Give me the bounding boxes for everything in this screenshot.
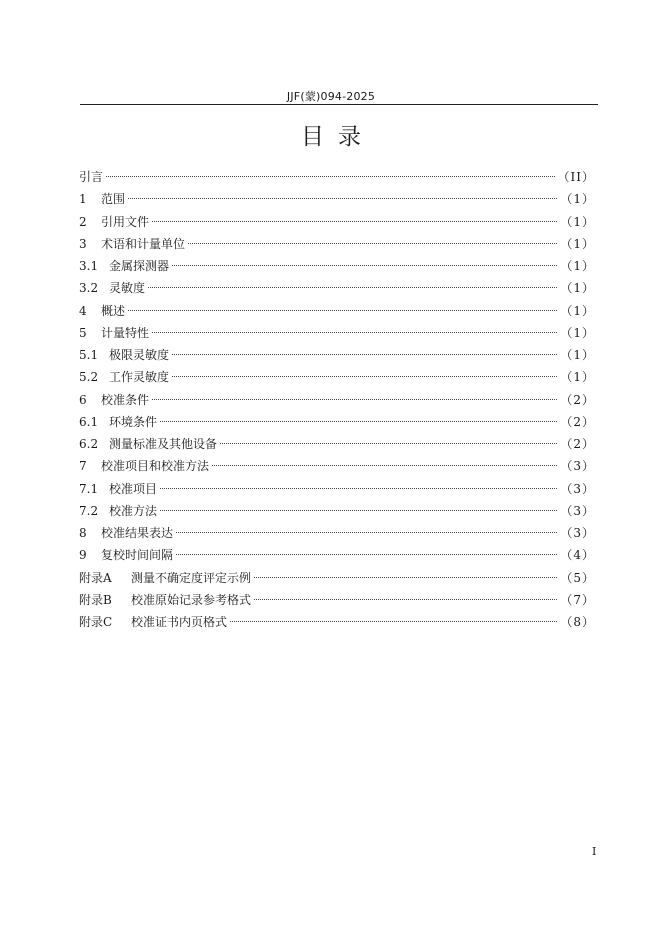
header-rule — [80, 104, 598, 105]
toc-entry-title: 测量标准及其他设备 — [109, 437, 218, 451]
toc-leader-dots — [172, 265, 557, 266]
toc-entry[interactable] — [79, 411, 595, 433]
toc-entry-title: 校准项目 — [109, 481, 158, 496]
toc-entry-title: 极限灵敏度 — [109, 348, 170, 362]
toc-leader-dots — [176, 532, 557, 533]
toc-entry-page: （4） — [560, 548, 595, 563]
toc-leader-dots — [254, 599, 557, 600]
toc-entry-title: 引言 — [79, 170, 104, 184]
toc-entry-page: （1） — [560, 303, 595, 318]
toc-entry[interactable] — [79, 300, 595, 322]
toc-entry-number: 3.2 — [79, 281, 99, 296]
toc-entry-title: 术语和计量单位 — [101, 236, 186, 251]
toc-entry-number: 3.1 — [79, 259, 99, 273]
page-number: I — [592, 845, 597, 858]
table-of-contents — [79, 166, 595, 633]
toc-entry-title: 校准方法 — [109, 503, 158, 518]
toc-entry[interactable] — [79, 233, 595, 255]
toc-entry-title: 校准项目和校准方法 — [101, 459, 210, 474]
toc-leader-dots — [220, 443, 557, 444]
toc-entry[interactable] — [79, 611, 595, 633]
toc-leader-dots — [254, 577, 557, 578]
toc-entry-page: （3） — [560, 526, 595, 540]
toc-entry-number: 7.1 — [79, 481, 99, 496]
toc-entry-number: 7.2 — [79, 503, 99, 518]
toc-entry-title: 金属探测器 — [109, 259, 170, 273]
toc-leader-dots — [152, 221, 557, 222]
toc-entry-page: （3） — [560, 481, 595, 496]
toc-entry-page: （7） — [560, 592, 595, 607]
toc-entry-page: （2） — [560, 414, 595, 429]
toc-entry[interactable] — [79, 500, 595, 522]
toc-leader-dots — [176, 554, 557, 555]
toc-leader-dots — [128, 310, 557, 311]
toc-leader-dots — [172, 354, 557, 355]
toc-entry[interactable] — [79, 255, 595, 277]
document-code: JJF(蒙)094-2025 — [286, 90, 376, 103]
toc-entry-number: 9 — [79, 548, 87, 563]
toc-leader-dots — [172, 376, 557, 377]
toc-entry-title: 校准条件 — [101, 392, 150, 407]
toc-entry[interactable] — [79, 322, 595, 344]
toc-leader-dots — [106, 176, 555, 177]
toc-entry[interactable] — [79, 389, 595, 411]
toc-entry-page: （3） — [560, 459, 595, 474]
toc-entry[interactable] — [79, 211, 595, 233]
toc-leader-dots — [148, 287, 557, 288]
toc-entry-title: 校准证书内页格式 — [131, 615, 228, 629]
toc-entry-number: 6 — [79, 392, 87, 407]
toc-entry-page: （5） — [560, 570, 595, 585]
toc-leader-dots — [188, 243, 557, 244]
toc-entry-number: 3 — [79, 236, 87, 251]
toc-leader-dots — [160, 510, 557, 511]
toc-entry-number: 附录B — [79, 592, 112, 607]
toc-entry-page: （1） — [560, 259, 595, 273]
toc-entry-number: 6.2 — [79, 437, 99, 451]
toc-entry-title: 校准结果表达 — [101, 526, 174, 540]
toc-entry[interactable] — [79, 522, 595, 544]
toc-entry[interactable] — [79, 478, 595, 500]
toc-entry-number: 1 — [79, 192, 87, 207]
toc-entry-number: 附录C — [79, 615, 113, 629]
toc-leader-dots — [230, 621, 557, 622]
toc-entry-page: （1） — [560, 214, 595, 229]
toc-entry-page: （1） — [560, 325, 595, 340]
toc-entry-page: （1） — [560, 192, 595, 207]
toc-entry-number: 4 — [79, 303, 87, 318]
toc-entry-title: 测量不确定度评定示例 — [131, 570, 252, 585]
toc-entry-page: （II） — [557, 170, 595, 184]
toc-entry-number: 7 — [79, 459, 87, 474]
toc-entry[interactable] — [79, 188, 595, 210]
toc-entry[interactable] — [79, 455, 595, 477]
toc-entry[interactable] — [79, 344, 595, 366]
page-title: 目录 — [301, 124, 375, 150]
toc-entry-title: 计量特性 — [101, 325, 150, 340]
toc-entry-page: （8） — [560, 615, 595, 629]
toc-leader-dots — [152, 399, 557, 400]
toc-leader-dots — [152, 332, 557, 333]
toc-leader-dots — [160, 421, 557, 422]
toc-entry-page: （1） — [560, 281, 595, 296]
toc-entry-page: （3） — [560, 503, 595, 518]
toc-entry-page: （1） — [560, 348, 595, 362]
toc-entry-number: 附录A — [79, 570, 112, 585]
toc-entry-number: 5.2 — [79, 370, 99, 385]
toc-entry-page: （1） — [560, 236, 595, 251]
toc-entry-title: 工作灵敏度 — [109, 370, 170, 385]
toc-entry-title: 灵敏度 — [109, 281, 146, 296]
toc-entry-title: 引用文件 — [101, 214, 150, 229]
toc-entry[interactable] — [79, 544, 595, 566]
toc-entry-title: 环境条件 — [109, 414, 158, 429]
toc-entry-title: 复校时间间隔 — [101, 548, 174, 563]
toc-entry-page: （1） — [560, 370, 595, 385]
toc-entry-page: （2） — [560, 392, 595, 407]
toc-leader-dots — [128, 198, 557, 199]
toc-entry-number: 8 — [79, 526, 87, 540]
toc-entry-title: 校准原始记录参考格式 — [131, 592, 252, 607]
toc-entry[interactable] — [79, 589, 595, 611]
toc-entry-page: （2） — [560, 437, 595, 451]
toc-entry-number: 2 — [79, 214, 87, 229]
toc-entry[interactable] — [79, 433, 595, 455]
toc-entry[interactable] — [79, 277, 595, 299]
toc-leader-dots — [212, 465, 557, 466]
toc-entry[interactable] — [79, 567, 595, 589]
toc-entry[interactable] — [79, 166, 595, 188]
toc-leader-dots — [160, 488, 557, 489]
toc-entry-title: 范围 — [101, 192, 126, 207]
toc-entry-number: 5.1 — [79, 348, 99, 362]
toc-entry-number: 5 — [79, 325, 87, 340]
toc-entry[interactable] — [79, 366, 595, 388]
toc-entry-number: 6.1 — [79, 414, 99, 429]
toc-entry-title: 概述 — [101, 303, 126, 318]
